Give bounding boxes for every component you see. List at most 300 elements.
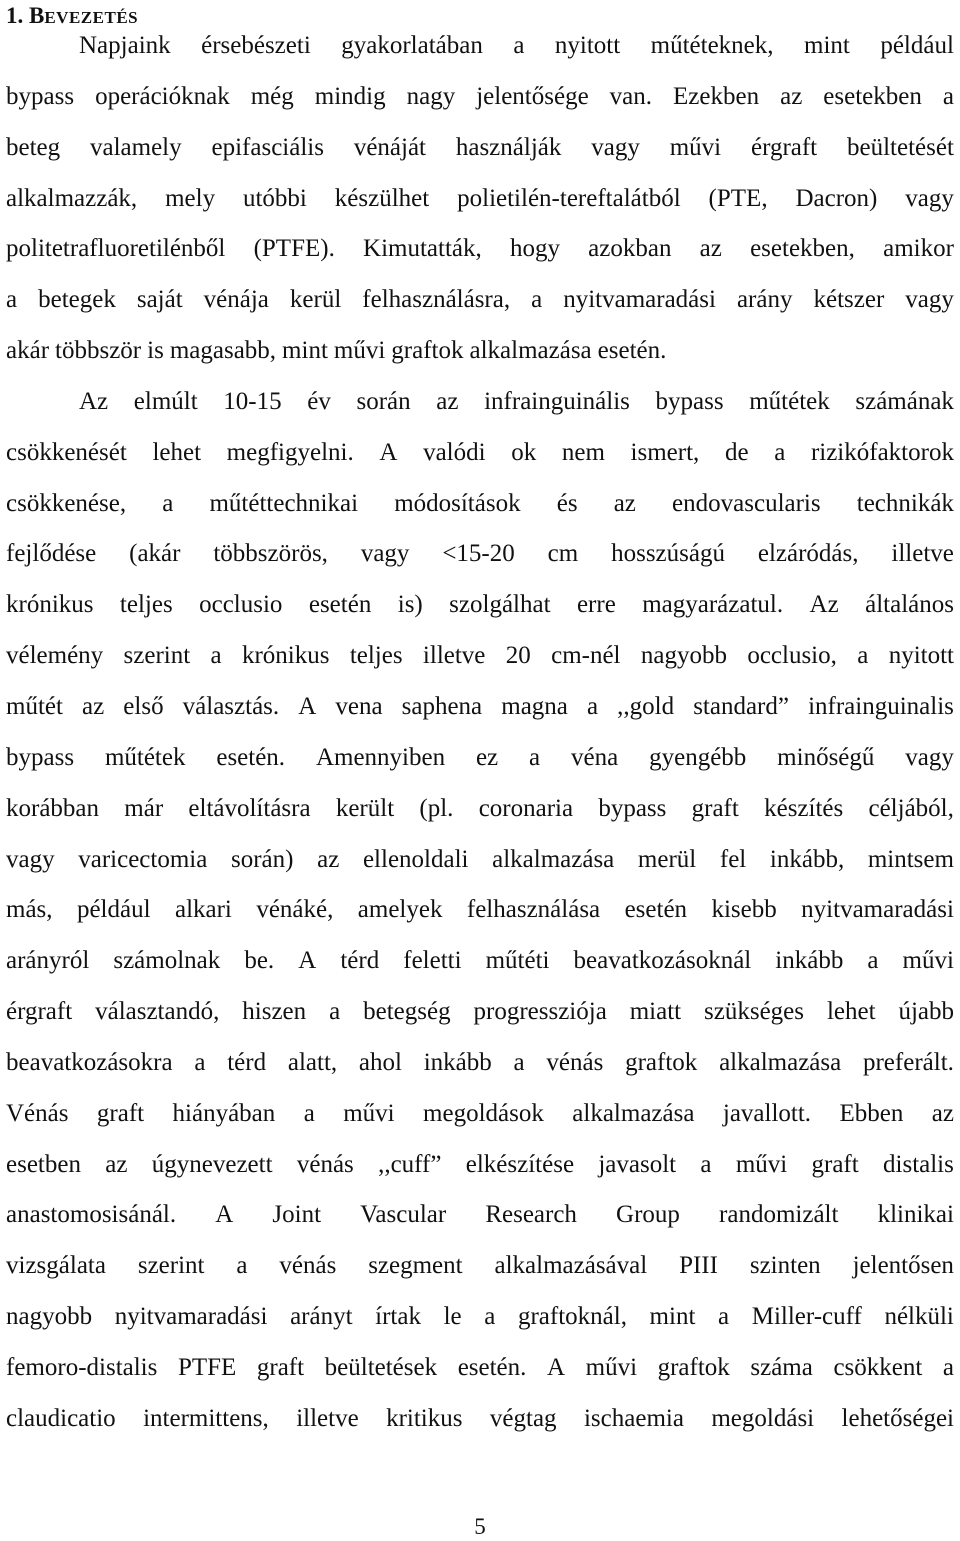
section-title-rest: EVEZETÉS [44, 8, 139, 27]
text-line [6, 479, 954, 530]
word: vénás [279, 1252, 337, 1280]
word: hogy [509, 235, 560, 263]
word: Amennyiben [315, 743, 446, 771]
text-line [6, 784, 954, 835]
word: ez [475, 743, 499, 771]
word: a [329, 998, 341, 1026]
word: magna [501, 692, 568, 720]
word: művi [585, 1353, 638, 1381]
word: számolnak [113, 947, 221, 975]
word: vénás [546, 1048, 604, 1076]
word: infrainguinális [484, 387, 630, 415]
word: szükséges [704, 998, 805, 1026]
text-line [6, 1190, 954, 1241]
word: minőségű [777, 743, 875, 771]
word: térd [340, 947, 380, 975]
word: a [718, 1303, 730, 1331]
word: fejlődése [6, 540, 97, 568]
word: az [780, 82, 803, 110]
word: általános [865, 591, 954, 619]
word: esetén [308, 591, 372, 619]
word: kerül [289, 286, 342, 314]
word: műtét [6, 692, 63, 720]
word: vagy [905, 743, 954, 771]
word: mely [165, 184, 216, 212]
word: nélküli [884, 1303, 954, 1331]
word: céljából, [868, 794, 954, 822]
word: ellenoldali [362, 845, 469, 873]
word: a [586, 692, 599, 720]
word: (pl. [419, 794, 454, 822]
word: teljes [349, 642, 403, 670]
word: bypass [655, 387, 724, 415]
word: a [700, 1150, 712, 1178]
word: alkalmazásával [494, 1252, 648, 1280]
word: 20 [505, 642, 531, 670]
word: Group [616, 1201, 680, 1229]
word: A [215, 1201, 234, 1229]
word: a [236, 1252, 248, 1280]
word: graftok [391, 337, 464, 365]
word: operációknak [95, 82, 230, 110]
word: a [210, 642, 222, 670]
word: a [774, 438, 786, 466]
word: esetben [6, 1150, 81, 1178]
word: Napjaink [79, 32, 171, 59]
text-line [6, 72, 954, 123]
word: akár [6, 337, 50, 365]
word: véna [571, 743, 619, 771]
word: ahol [358, 1048, 402, 1076]
text-line [6, 1140, 954, 1191]
word: érgraft [750, 133, 818, 161]
word: varicectomia [78, 845, 208, 873]
word: ok [511, 438, 537, 466]
word: került [335, 794, 395, 822]
word: megoldások [423, 1099, 544, 1127]
word: jelentősen [852, 1252, 954, 1280]
word: az [436, 387, 459, 415]
word: <15-20 [442, 540, 515, 568]
word: illetve [296, 1404, 359, 1432]
word: vagy [905, 184, 954, 212]
word: más, [6, 896, 53, 924]
word: vagy [360, 540, 410, 568]
word: ischaemia [583, 1404, 684, 1432]
word: miatt [629, 998, 682, 1026]
word: csökkenését [6, 438, 127, 466]
word: bypass [6, 82, 75, 110]
word: műtéteknek, [650, 32, 774, 59]
word: occlusio, [747, 642, 837, 670]
word: számának [855, 387, 954, 415]
word: PIII [679, 1252, 718, 1280]
word: készítés [764, 794, 844, 822]
word: nyitvamaradási [563, 286, 716, 314]
word: felhasználásra, [362, 286, 511, 314]
word: nyitvamaradási [114, 1303, 268, 1331]
word: graftok [625, 1048, 698, 1076]
word: az [931, 1099, 954, 1127]
word: a [303, 1099, 315, 1127]
text-line [6, 428, 954, 479]
word: alkalmazása [469, 337, 592, 365]
word: választandó, [95, 998, 220, 1026]
word: Vénás [6, 1099, 69, 1127]
word: megoldási [711, 1404, 815, 1432]
word: az [699, 235, 722, 263]
word: vagy [591, 133, 640, 161]
text-line [6, 733, 954, 784]
word: csökkent [833, 1353, 923, 1381]
word: 10-15 [223, 387, 282, 415]
word: nyitott [554, 32, 621, 59]
word: a [867, 947, 879, 975]
word: a [942, 1353, 954, 1381]
word: ismert, [630, 438, 700, 466]
word: vagy [905, 286, 954, 314]
word: epifasciális [211, 133, 324, 161]
word: többször [55, 337, 142, 365]
word: első [123, 692, 164, 720]
word: a [942, 82, 954, 110]
word: az [317, 845, 340, 873]
word: írtak [375, 1303, 421, 1331]
word: endovascularis [672, 489, 821, 517]
text-line [6, 885, 954, 936]
word: alkalmazása [492, 845, 615, 873]
word: nagyobb [6, 1303, 93, 1331]
word: javallott. [722, 1099, 812, 1127]
word: nyitvamaradási [801, 896, 954, 924]
word: (akár [129, 540, 181, 568]
word: arányt [290, 1303, 353, 1331]
word: valamely [90, 133, 182, 161]
word: is [147, 337, 164, 365]
word: bypass [598, 794, 667, 822]
word: lehet [826, 998, 876, 1026]
text-line [6, 936, 954, 987]
word: vagy [6, 845, 55, 873]
word: a [513, 1048, 525, 1076]
word: szolgálhat [449, 591, 551, 619]
word: technikák [856, 489, 954, 517]
word: úgynevezett [151, 1150, 273, 1178]
word: teljes [119, 591, 173, 619]
word: kétszer [813, 286, 885, 314]
word: arány [736, 286, 793, 314]
word: kritikus [386, 1404, 463, 1432]
word: szinten [749, 1252, 821, 1280]
word: claudicatio [6, 1404, 116, 1432]
word: merül [637, 845, 697, 873]
word: progressziója [473, 998, 607, 1026]
word: A [298, 692, 317, 720]
word: esetén [624, 896, 688, 924]
word: graft [811, 1150, 859, 1178]
word: erre [576, 591, 616, 619]
word: valódi [423, 438, 486, 466]
word: (PTE, [708, 184, 768, 212]
word: és [556, 489, 578, 517]
word: krónikus [241, 642, 330, 670]
word: szerint [123, 642, 191, 670]
word: intermittens, [143, 1404, 269, 1432]
word: hosszúságú [611, 540, 725, 568]
word: esetekben, [750, 235, 855, 263]
word: vénáját [353, 133, 426, 161]
word: művi [669, 133, 722, 161]
word: graft [256, 1353, 305, 1381]
text-line [6, 1241, 954, 1292]
word: gyengébb [649, 743, 747, 771]
word: a [857, 642, 869, 670]
word: vénája [203, 286, 269, 314]
word: de [724, 438, 749, 466]
word: magyarázatul. [642, 591, 784, 619]
body-text [6, 21, 954, 1445]
word: femoro-distalis [6, 1353, 158, 1381]
text-line [6, 631, 954, 682]
word: polietilén-tereftalátból [457, 184, 681, 212]
word: mint [649, 1303, 696, 1331]
word: megfigyelni. [226, 438, 354, 466]
word: is) [397, 591, 423, 619]
word: végtag [489, 1404, 557, 1432]
word: amikor [883, 235, 954, 263]
section-title-initial: B [29, 3, 45, 28]
word: Research [485, 1201, 577, 1229]
text-line [6, 580, 954, 631]
word: magasabb, [169, 337, 277, 365]
word: módosítások [394, 489, 521, 517]
word: alkalmazása [719, 1048, 842, 1076]
word: jelentősége [476, 82, 589, 110]
word: Ebben [839, 1099, 904, 1127]
word: a [162, 489, 174, 517]
word: vénás [296, 1150, 354, 1178]
word: beültetések [324, 1353, 438, 1381]
word: nagy [406, 82, 456, 110]
word: az [82, 692, 105, 720]
text-line [6, 1292, 954, 1343]
text-line [6, 123, 954, 174]
word: a [513, 32, 525, 59]
word: A [379, 438, 398, 466]
word: mint [282, 337, 328, 365]
word: a [6, 286, 18, 314]
word: nem [561, 438, 605, 466]
word: például [76, 896, 151, 924]
word: mintsem [867, 845, 954, 873]
word: használják [455, 133, 562, 161]
word: beültetését [847, 133, 954, 161]
word: javasolt [598, 1150, 677, 1178]
page-number: 5 [474, 1514, 486, 1539]
word: az [613, 489, 636, 517]
word: mint [804, 32, 850, 59]
word: választás. [182, 692, 280, 720]
word: a [194, 1048, 206, 1076]
word: infrainguinalis [808, 692, 954, 720]
word: graft [96, 1099, 145, 1127]
word: rizikófaktorok [810, 438, 954, 466]
word: cm-nél [551, 642, 621, 670]
word: occlusio [199, 591, 283, 619]
word: azokban [588, 235, 672, 263]
word: elkészítése [465, 1150, 575, 1178]
word: inkább [775, 947, 844, 975]
word: betegség [363, 998, 451, 1026]
word: csökkenése, [6, 489, 127, 517]
word: műtétek [104, 743, 186, 771]
word: kisebb [711, 896, 777, 924]
word: Ezekben [673, 82, 760, 110]
word: PTFE [177, 1353, 237, 1381]
word: le [443, 1303, 462, 1331]
word: művi [343, 1099, 395, 1127]
word: ,,cuff” [378, 1150, 442, 1178]
word: lehet [152, 438, 202, 466]
word: mindig [314, 82, 386, 110]
word: száma [750, 1353, 813, 1381]
word: A [546, 1353, 566, 1381]
word: készülhet [334, 184, 430, 212]
word: térd [227, 1048, 267, 1076]
word: nagyobb [640, 642, 727, 670]
text-line [6, 682, 954, 733]
word: nyitott [888, 642, 954, 670]
word: fel [719, 845, 747, 873]
text-line [6, 1038, 954, 1089]
word: alkalmazzák, [6, 184, 138, 212]
word: a [531, 286, 543, 314]
word: graft [691, 794, 739, 822]
word: Az [79, 387, 109, 415]
word: feletti [403, 947, 462, 975]
word: műtétek [749, 387, 830, 415]
word: Kimutatták, [363, 235, 482, 263]
word: év [307, 387, 331, 415]
word: be. [244, 947, 275, 975]
word: az [105, 1150, 128, 1178]
word: amelyek [357, 896, 443, 924]
word: érsebészeti [201, 32, 311, 59]
word: vénáké, [256, 896, 334, 924]
word: vena [335, 692, 383, 720]
word: klinikai [877, 1201, 954, 1229]
word: során [356, 387, 411, 415]
word: beavatkozásoknál [573, 947, 752, 975]
word: művi [735, 1150, 788, 1178]
word: újabb [898, 998, 954, 1026]
word: ,,gold [617, 692, 675, 720]
word: beteg [6, 133, 61, 161]
word: standard” [693, 692, 789, 720]
word: a [529, 743, 541, 771]
word: krónikus [6, 591, 94, 619]
word: alatt, [287, 1048, 338, 1076]
text-line [6, 377, 954, 428]
word: érgraft [6, 998, 73, 1026]
word: műtéti [485, 947, 550, 975]
word: többszörös, [213, 540, 328, 568]
word: inkább [423, 1048, 492, 1076]
word: graftok [657, 1353, 730, 1381]
word: alkari [174, 896, 232, 924]
text-line [6, 1089, 954, 1140]
word: a [484, 1303, 496, 1331]
word: Az [809, 591, 839, 619]
text-line [6, 529, 954, 580]
text-line [6, 835, 954, 886]
word: szerint [137, 1252, 205, 1280]
word: korábban [6, 794, 100, 822]
word: Miller-cuff [751, 1303, 862, 1331]
word: bypass [6, 743, 75, 771]
word: elzáródás, [757, 540, 859, 568]
word: elmúlt [133, 387, 198, 415]
word: szegment [368, 1252, 463, 1280]
text-line [6, 275, 954, 326]
word: A [298, 947, 317, 975]
word: művi [902, 947, 954, 975]
word: politetrafluoretilénből [6, 235, 226, 263]
word: lehetőségei [841, 1404, 954, 1432]
word: illetve [422, 642, 486, 670]
word: (PTFE). [253, 235, 335, 263]
word: esetén. [457, 1353, 527, 1381]
word: már [124, 794, 164, 822]
word: alkalmazása [572, 1099, 695, 1127]
word: betegek [38, 286, 116, 314]
word: Vascular [360, 1201, 447, 1229]
text-line [6, 987, 954, 1038]
word: beavatkozásokra [6, 1048, 173, 1076]
word: Dacron) [795, 184, 878, 212]
word: preferált. [862, 1048, 954, 1076]
word: műtéttechnikai [209, 489, 359, 517]
text-line [6, 1394, 954, 1445]
word: vélemény [6, 642, 104, 670]
word: anastomosisánál. [6, 1201, 177, 1229]
word: esetekben [823, 82, 922, 110]
word: például [880, 32, 954, 59]
word: coronaria [478, 794, 574, 822]
word: utóbbi [242, 184, 307, 212]
word: eltávolításra [188, 794, 311, 822]
word: saphena [401, 692, 483, 720]
word: hiányában [172, 1099, 276, 1127]
word: Joint [272, 1201, 322, 1229]
text-line [6, 1343, 954, 1394]
word: saját [136, 286, 183, 314]
word: vizsgálata [6, 1252, 106, 1280]
section-number: 1. [6, 3, 24, 28]
word: még [250, 82, 294, 110]
text-line [6, 21, 954, 72]
text-line [6, 224, 954, 275]
word: graftoknál, [517, 1303, 627, 1331]
word: inkább, [769, 845, 845, 873]
word: esetén. [216, 743, 286, 771]
word: illetve [891, 540, 954, 568]
word: során) [230, 845, 294, 873]
word: hiszen [242, 998, 307, 1026]
word: van. [609, 82, 653, 110]
word: distalis [883, 1150, 954, 1178]
text-line [6, 326, 954, 377]
